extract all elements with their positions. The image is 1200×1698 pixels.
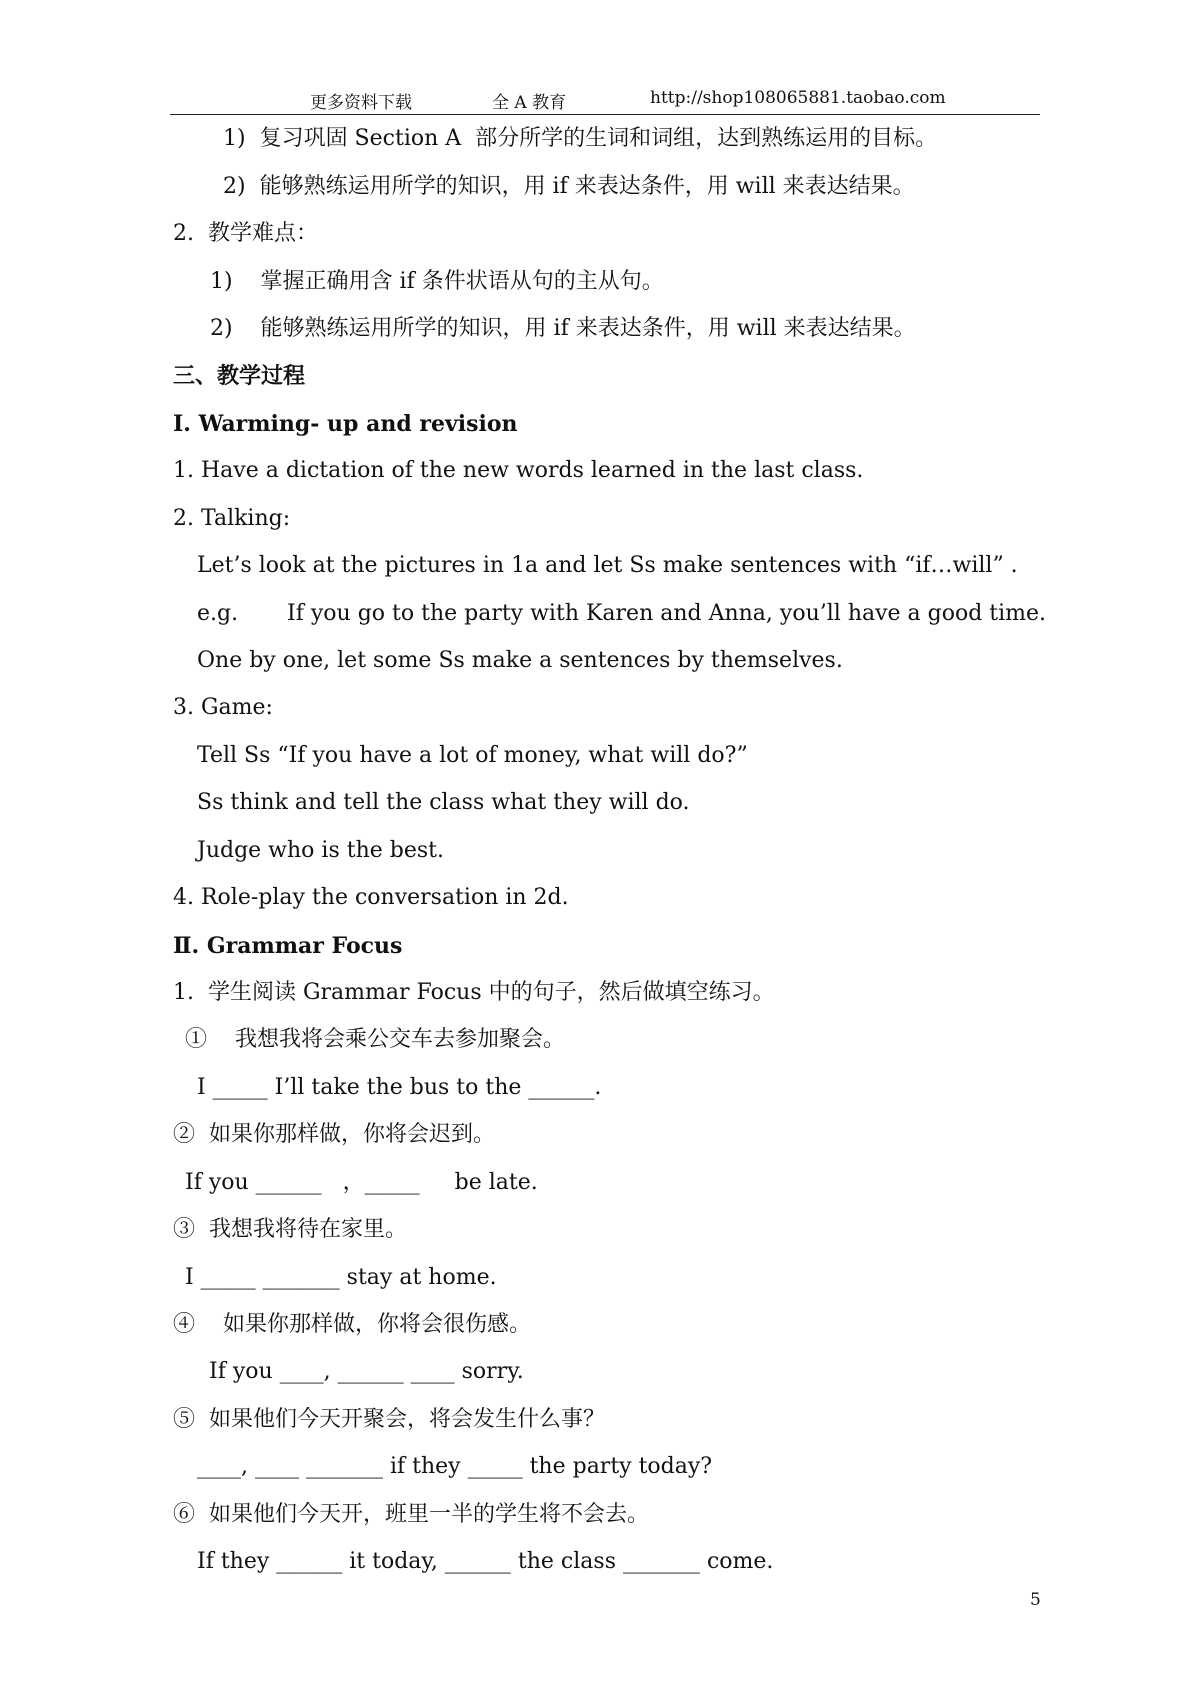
exercise-3-blank: I _____ _______ stay at home.: [185, 1265, 497, 1290]
exercise-5-blank: ____, ____ _______ if they _____ the party today?: [197, 1454, 713, 1479]
exercise-2-chinese: ② 如果你那样做，你将会迟到。: [173, 1122, 495, 1147]
exercise-4-chinese: ④ 如果你那样做，你将会很伤感。: [173, 1312, 531, 1337]
header-url-link[interactable]: http://shop108065881.taobao.com: [650, 88, 946, 108]
exercise-3-chinese: ③ 我想我将待在家里。: [173, 1217, 407, 1242]
step-game: 3. Game:: [173, 695, 273, 720]
step-dictation: 1. Have a dictation of the new words learned in the last class.: [173, 458, 864, 483]
exercise-6-chinese: ⑥ 如果他们今天开，班里一半的学生将不会去。: [173, 1502, 649, 1527]
section-heading-grammar: Ⅱ. Grammar Focus: [173, 933, 403, 959]
exercise-1-chinese: ① 我想我将会乘公交车去参加聚会。: [185, 1027, 565, 1052]
page-number: 5: [1030, 1590, 1041, 1610]
section-heading-warmup: Ⅰ. Warming- up and revision: [173, 411, 518, 437]
grammar-instruction: 1. 学生阅读 Grammar Focus 中的句子，然后做填空练习。: [173, 980, 775, 1005]
header-brand-text: 全 A 教育: [492, 93, 567, 113]
difficulty-heading: 2. 教学难点：: [173, 221, 318, 246]
game-response: Ss think and tell the class what they will do.: [197, 790, 690, 815]
exercise-4-blank: If you ____, ______ ____ sorry.: [209, 1359, 524, 1384]
step-talking: 2. Talking:: [173, 506, 291, 531]
objective-item-1: 1) 复习巩固 Section A 部分所学的生词和词组，达到熟练运用的目标。: [223, 126, 938, 151]
talking-followup: One by one, let some Ss make a sentences by themselves.: [197, 648, 843, 673]
exercise-2-blank: If you ______ ，_____ be late.: [185, 1170, 538, 1195]
step-roleplay: 4. Role-play the conversation in 2d.: [173, 885, 569, 910]
exercise-6-blank: If they ______ it today, ______ the class _______ come.: [197, 1549, 774, 1574]
talking-instruction: Let’s look at the pictures in 1a and let Ss make sentences with “if…will” .: [197, 553, 1018, 578]
section-heading-process: 三、教学过程: [173, 363, 306, 389]
exercise-5-chinese: ⑤ 如果他们今天开聚会，将会发生什么事？: [173, 1407, 605, 1432]
exercise-1-blank: I _____ I’ll take the bus to the ______.: [197, 1075, 602, 1100]
talking-example: e.g. If you go to the party with Karen and Anna, you’ll have a good time.: [197, 601, 1047, 626]
header-download-text: 更多资料下载: [310, 93, 412, 113]
objective-item-2: 2) 能够熟练运用所学的知识，用 if 来表达条件，用 will 来表达结果。: [223, 174, 915, 199]
game-prompt: Tell Ss “If you have a lot of money, what will do?”: [197, 743, 748, 768]
difficulty-item-1: 1) 掌握正确用含 if 条件状语从句的主从句。: [210, 269, 664, 294]
game-judge: Judge who is the best.: [197, 838, 444, 863]
difficulty-item-2: 2) 能够熟练运用所学的知识，用 if 来表达条件，用 will 来表达结果。: [210, 316, 916, 341]
page-header: [170, 84, 1040, 115]
